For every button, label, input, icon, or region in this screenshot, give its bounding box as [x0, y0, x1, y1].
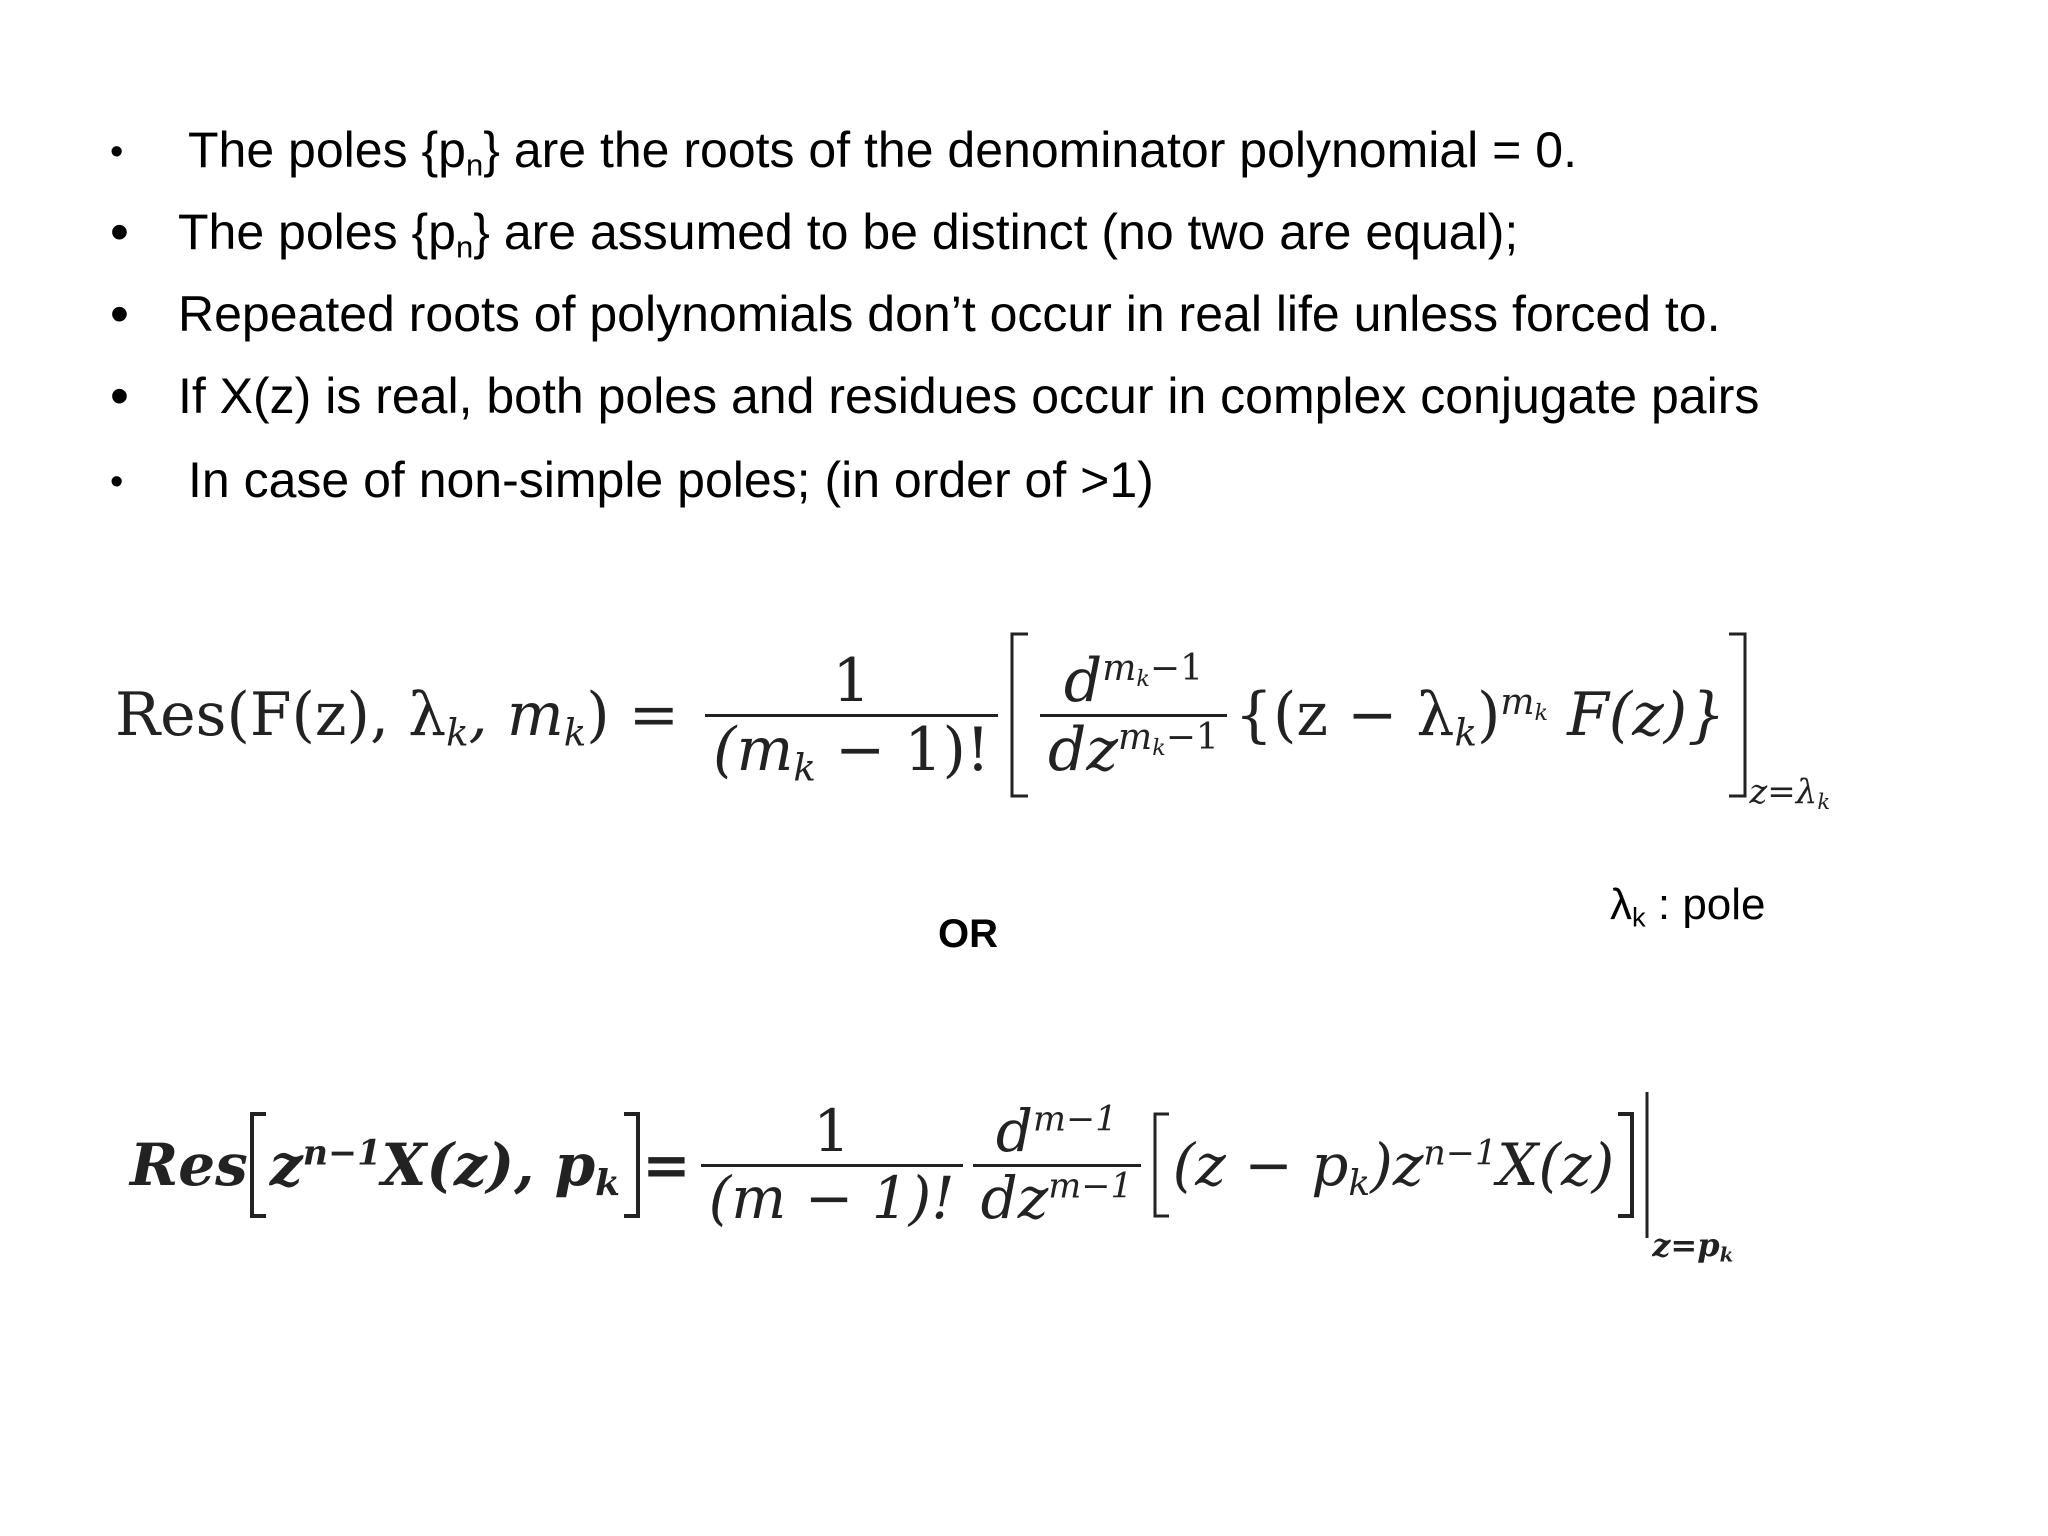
bullet-subscript: n	[465, 147, 484, 183]
formula1-lhs: Res(F(z), $\lambda_k$, $m_k$) =	[115, 680, 680, 755]
formula2-lhs: Res	[130, 1131, 248, 1199]
formula1-eval-subscript: $z=\lambda_k$	[1749, 772, 1831, 814]
formula1-derivative: $\frac{d^{m_k-1}}{dz^{m_k-1}}$	[1040, 648, 1227, 783]
formula2-body: $(z - p_k)z^{n-1}X(z)$	[1172, 1131, 1615, 1205]
bullet-text-cont: } are the roots of the denominator polynomial = 0.	[483, 122, 1577, 178]
bullet-text: The poles {p	[178, 204, 456, 260]
bullet-text-cont: } are assumed to be distinct (no two are equal);	[473, 204, 1519, 260]
pole-legend: $\lambda_k$ : pole	[1610, 880, 1766, 933]
right-bracket	[1725, 630, 1749, 800]
right-bracket	[1614, 1110, 1636, 1220]
formula2-fraction: $\frac{1}{(m - 1)!}$	[701, 1100, 963, 1231]
bullet-marker: •	[110, 131, 124, 173]
bullet-marker: •	[110, 202, 129, 262]
bullet-marker: •	[110, 461, 124, 503]
left-bracket	[1151, 1110, 1173, 1220]
formula2-eval-subscript: $z=p_k$	[1652, 1226, 1734, 1267]
formula1-fraction: $\frac{1}{(m_k - 1)!}$	[705, 648, 998, 783]
or-label: OR	[938, 912, 998, 956]
formula2-derivative: $\frac{d^{m-1}}{dz^{m-1}}$	[973, 1100, 1141, 1231]
bullet-text: In case of non-simple poles; (in order of >1)	[188, 452, 1154, 508]
formula1-body: {$(z - \lambda_k)^{m_k}$ F(z)}	[1234, 680, 1726, 755]
residue-formula-2	[130, 1090, 1734, 1267]
bullet-subscript: n	[455, 229, 474, 265]
bullet-text: If X(z) is real, both poles and residues occur in complex conjugate pairs	[178, 368, 1760, 424]
left-bracket	[1008, 630, 1032, 800]
formula2-argument: $z^{n-1}X(z)$, $p_k$	[269, 1131, 621, 1205]
right-bracket	[620, 1110, 642, 1220]
evaluation-bar	[1642, 1090, 1652, 1240]
bullet-marker: •	[110, 284, 129, 344]
formula2-equals: =	[642, 1131, 691, 1199]
bullet-text: Repeated roots of polynomials don’t occur in real life unless forced to.	[178, 286, 1721, 342]
residue-formula-1	[115, 630, 1831, 814]
left-bracket	[248, 1110, 270, 1220]
bullet-marker: •	[110, 366, 129, 426]
bullet-text: The poles {p	[188, 122, 466, 178]
